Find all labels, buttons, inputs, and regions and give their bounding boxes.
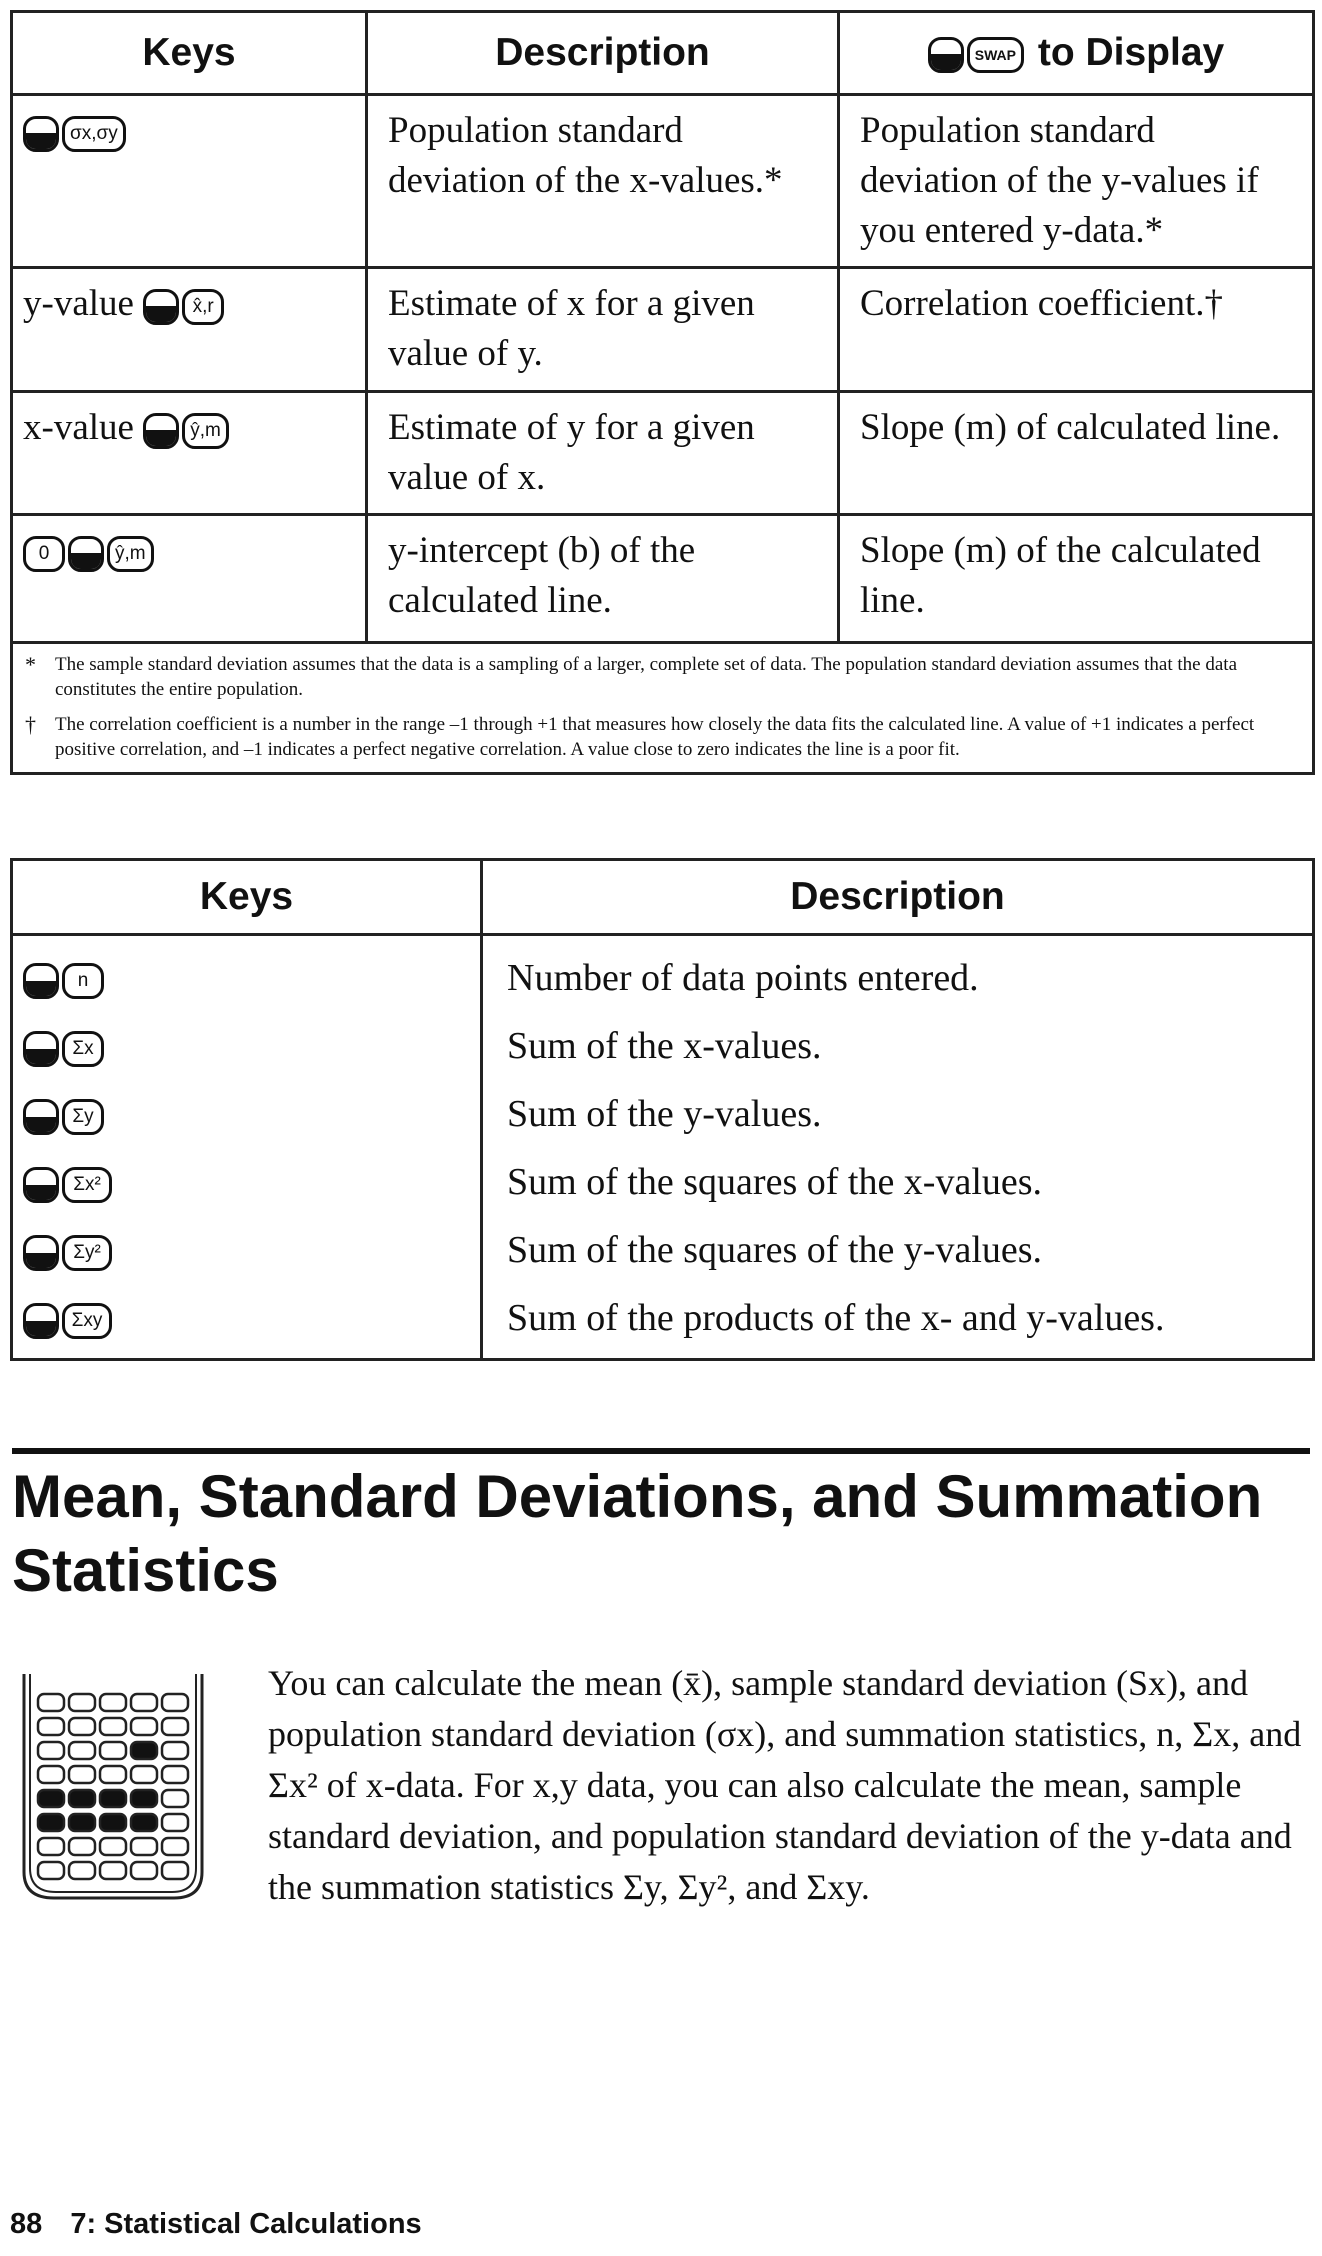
description-cell: Estimate of x for a given value of y. [367, 268, 839, 392]
calculator-key [131, 1790, 157, 1807]
calculator-key [162, 1694, 188, 1711]
table-header-row [12, 12, 1314, 95]
keys-cell [12, 95, 367, 268]
calculator-key [38, 1742, 64, 1759]
sigma-key-icon: σx,σy [62, 116, 126, 152]
calculator-key [69, 1718, 95, 1735]
section-body: You can calculate the mean (x̄), sample standard deviation (Sx), and population standard deviation (σx), and summation statistics, n, Σx, and Σx² of x-data. For x,y data, you can also calculate the mean, sample standard deviation, and population standard deviation of the y-data and the summation statistics Σy, Σy², and Σxy. [268, 1663, 1302, 1907]
sum-x-key-icon: Σx [62, 1031, 104, 1067]
key-table-summation [10, 858, 1315, 1361]
sum-x-squared-key-icon: Σx² [62, 1167, 112, 1203]
calculator-key [162, 1718, 188, 1735]
page-footer [10, 2208, 422, 2241]
shift-key-icon [143, 413, 179, 449]
description-cell: Population standard deviation of the x-values.* [367, 95, 839, 268]
key-prefix: x-value [23, 407, 134, 448]
description-cell: Estimate of y for a given value of x. [367, 392, 839, 515]
calculator-key [69, 1790, 95, 1807]
calculator-key [38, 1838, 64, 1855]
calculator-key [38, 1718, 64, 1735]
header-keys: Keys [12, 12, 367, 95]
footnote-mark: † [25, 712, 36, 737]
footnotes-cell [12, 643, 1314, 774]
n-key-icon: n [62, 963, 104, 999]
keys-cell [12, 392, 367, 515]
calculator-key [100, 1862, 126, 1879]
calculator-key [38, 1814, 64, 1831]
sum-xy-key-icon: Σxy [62, 1303, 112, 1339]
table-row [12, 1012, 1314, 1080]
section-divider [12, 1448, 1310, 1454]
table-row [12, 1148, 1314, 1216]
calculator-key [162, 1766, 188, 1783]
calculator-key [100, 1694, 126, 1711]
display-cell: Slope (m) of the calculated line. [839, 515, 1314, 643]
header-keys: Keys [12, 860, 482, 935]
calculator-keyboard-icon [14, 1672, 210, 1902]
calculator-key [162, 1742, 188, 1759]
x-estimate-key-icon: x̂,r [182, 289, 224, 325]
page-number: 88 [10, 2208, 43, 2240]
swap-key-icon: SWAP [967, 37, 1024, 73]
table-header-row [12, 860, 1314, 935]
section-title: Mean, Standard Deviations, and Summation Statistics [12, 1463, 1263, 1604]
calculator-key [131, 1838, 157, 1855]
calculator-key [100, 1742, 126, 1759]
description-cell: Sum of the x-values. [482, 1012, 1314, 1080]
shift-key-icon [23, 1031, 59, 1067]
footnotes-row [12, 643, 1314, 774]
description-cell: Sum of the squares of the y-values. [482, 1216, 1314, 1284]
y-estimate-key-icon: ŷ,m [182, 413, 229, 449]
chapter-title: 7: Statistical Calculations [70, 2208, 422, 2240]
description-cell: Sum of the squares of the x-values. [482, 1148, 1314, 1216]
header-display [839, 12, 1314, 95]
description-cell: Number of data points entered. [482, 935, 1314, 1013]
shift-key-icon [23, 116, 59, 152]
calculator-key [38, 1862, 64, 1879]
header-display-label: to Display [1037, 31, 1225, 74]
shift-key-icon [143, 289, 179, 325]
shift-key-icon [68, 536, 104, 572]
shift-key-icon [23, 1099, 59, 1135]
sum-y-key-icon: Σy [62, 1099, 104, 1135]
calculator-key [100, 1766, 126, 1783]
keys-cell [12, 268, 367, 392]
y-estimate-key-icon: ŷ,m [107, 536, 154, 572]
footnote [25, 712, 1300, 762]
footnote-mark: * [25, 652, 36, 677]
calculator-key [100, 1838, 126, 1855]
keys-cell [12, 1148, 482, 1216]
calculator-key [69, 1838, 95, 1855]
shift-key-icon [23, 963, 59, 999]
calculator-key [162, 1814, 188, 1831]
keys-cell [12, 935, 482, 1013]
table-row [12, 268, 1314, 392]
table-row [12, 935, 1314, 1013]
calculator-key [131, 1718, 157, 1735]
calculator-key [69, 1694, 95, 1711]
calculator-key [100, 1718, 126, 1735]
footnote-text: The sample standard deviation assumes that the data is a sampling of a larger, complete set of data. The population standard deviation assumes that the data constitutes the entire population. [55, 654, 1237, 700]
table-row [12, 1216, 1314, 1284]
keys-cell [12, 1216, 482, 1284]
calculator-key [100, 1790, 126, 1807]
keys-cell [12, 1284, 482, 1360]
calculator-key [38, 1790, 64, 1807]
keys-cell [12, 1080, 482, 1148]
calculator-key [131, 1814, 157, 1831]
calculator-key [69, 1814, 95, 1831]
footnote-text: The correlation coefficient is a number in the range –1 through +1 that measures how closely the data fits the calculated line. A value of +1 indicates a perfect positive correlation, and –1 indicates a perfect negative correlation. A value close to zero indicates the line is a poor fit. [55, 714, 1255, 760]
description-cell: Sum of the y-values. [482, 1080, 1314, 1148]
table-row [12, 1080, 1314, 1148]
table-row [12, 1284, 1314, 1360]
header-description: Description [367, 12, 839, 95]
table-row [12, 95, 1314, 268]
calculator-key [162, 1862, 188, 1879]
keys-cell [12, 515, 367, 643]
calculator-key [69, 1766, 95, 1783]
display-cell: Population standard deviation of the y-values if you entered y-data.* [839, 95, 1314, 268]
key-prefix: y-value [23, 283, 134, 324]
calculator-key [100, 1814, 126, 1831]
shift-key-icon [23, 1303, 59, 1339]
sum-y-squared-key-icon: Σy² [62, 1235, 112, 1271]
display-cell: Correlation coefficient.† [839, 268, 1314, 392]
shift-key-icon [928, 37, 964, 73]
description-cell: Sum of the products of the x- and y-values. [482, 1284, 1314, 1360]
calculator-key [131, 1766, 157, 1783]
calculator-key [38, 1694, 64, 1711]
footnote [25, 652, 1300, 702]
table-row [12, 515, 1314, 643]
shift-key-icon [23, 1235, 59, 1271]
calculator-key [162, 1838, 188, 1855]
shift-key-icon [23, 1167, 59, 1203]
calculator-key [162, 1790, 188, 1807]
calculator-key [69, 1742, 95, 1759]
calculator-key [131, 1694, 157, 1711]
calculator-key [38, 1766, 64, 1783]
calculator-key [131, 1742, 157, 1759]
keys-cell [12, 1012, 482, 1080]
table-row [12, 392, 1314, 515]
calculator-key [131, 1862, 157, 1879]
header-description: Description [482, 860, 1314, 935]
display-cell: Slope (m) of calculated line. [839, 392, 1314, 515]
description-cell: y-intercept (b) of the calculated line. [367, 515, 839, 643]
zero-key-icon: 0 [23, 536, 65, 572]
key-table-regression [10, 10, 1315, 775]
calculator-key [69, 1862, 95, 1879]
